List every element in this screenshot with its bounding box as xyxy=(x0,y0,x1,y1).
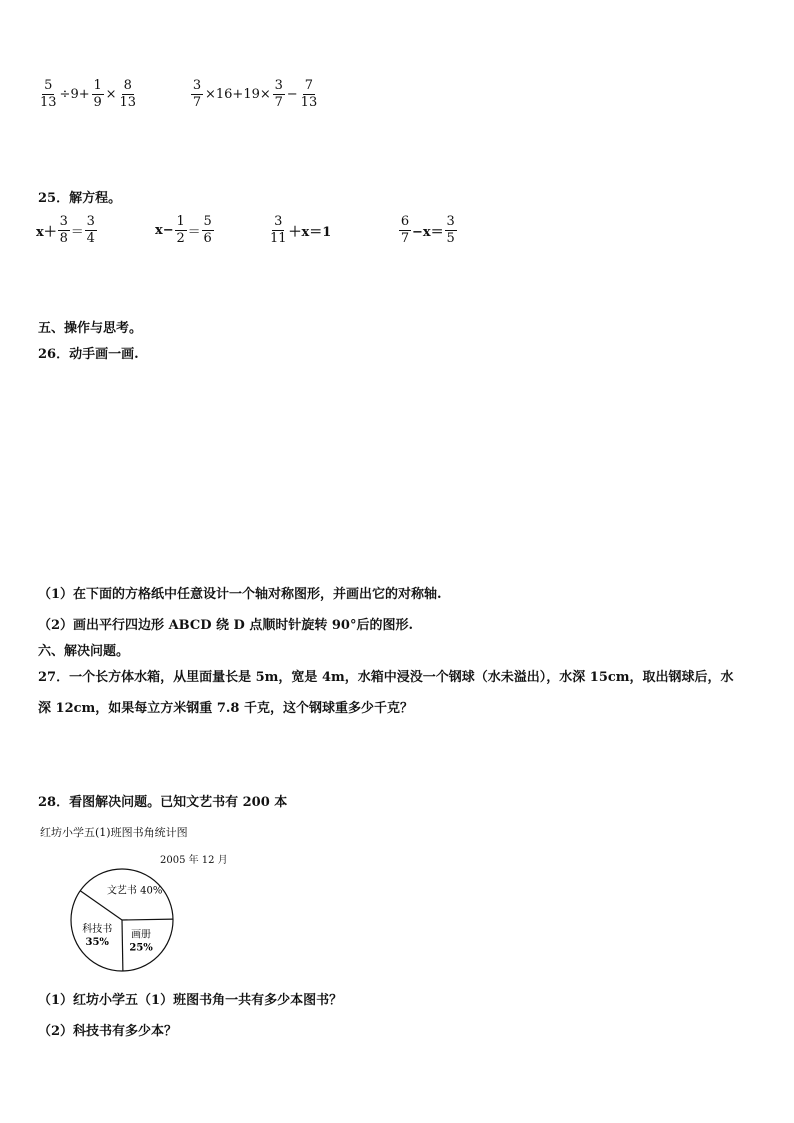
pie-label-科技书: 科技书 xyxy=(82,924,113,936)
fraction: $\frac{3}{7}$ xyxy=(192,78,202,110)
q27-line-2: 深 12cm，如果每立方米钢重 7.8 千克，这个钢球重多少千克？ xyxy=(38,701,413,716)
fraction: $\frac{1}{9}$ xyxy=(93,78,102,110)
calc-expression-1: $\frac{5}{13}$ ÷9+ $\frac{1}{9}$ × $\frac{8}{13}$ xyxy=(40,78,137,110)
fraction: $\frac{7}{13}$ xyxy=(300,78,318,110)
q28-title: 28．看图解决问题。已知文艺书有 200 本 xyxy=(38,795,288,810)
q26-title: 26．动手画一画. xyxy=(38,347,139,362)
equation-3: $\frac{3}{11}$ ＋x＝1 xyxy=(270,214,332,246)
chart-subtitle: 2005 年 12 月 xyxy=(160,855,228,866)
q28-part-2: （2）科技书有多少本？ xyxy=(38,1024,178,1039)
section-5-heading: 五、操作与思考。 xyxy=(38,321,143,336)
equation-4: $\frac{6}{7}$ −x＝ $\frac{3}{5}$ xyxy=(400,214,455,246)
section-6-heading: 六、解决问题。 xyxy=(38,644,130,659)
fraction: $\frac{5}{13}$ xyxy=(40,78,57,110)
pie-value-画册: 25% xyxy=(129,942,153,954)
pie-value-科技书: 35% xyxy=(85,937,109,949)
pie-label-画册: 画册 xyxy=(131,929,152,941)
fraction: $\frac{8}{13}$ xyxy=(119,78,137,110)
pie-chart xyxy=(60,864,190,976)
equation-2: x− $\frac{1}{2}$ ＝ $\frac{5}{6}$ xyxy=(155,214,212,246)
q25-title: 25．解方程。 xyxy=(38,191,122,206)
q27-line-1: 27．一个长方体水箱，从里面量长是 5m，宽是 4m，水箱中浸没一个钢球（水未溢出），水深 15cm，取出钢球后，水 xyxy=(38,670,734,685)
q28-part-1: （1）红坊小学五（1）班图书角一共有多少本图书？ xyxy=(38,993,343,1008)
equation-1: x＋ $\frac{3}{8}$ ＝ $\frac{3}{4}$ xyxy=(36,214,95,246)
q26-part-2: （2）画出平行四边形 ABCD 绕 D 点顺时针旋转 90°后的图形. xyxy=(38,618,414,633)
chart-title: 红坊小学五(1)班图书角统计图 xyxy=(40,826,188,839)
q26-part-1: （1）在下面的方格纸中任意设计一个轴对称图形，并画出它的对称轴. xyxy=(38,587,442,602)
calc-expression-2: $\frac{3}{7}$ ×16+19× $\frac{3}{7}$ − $\frac{7}{13}$ xyxy=(192,78,318,110)
pie-label-文艺书: 文艺书 40% xyxy=(106,885,163,897)
fraction: $\frac{3}{7}$ xyxy=(274,78,283,110)
